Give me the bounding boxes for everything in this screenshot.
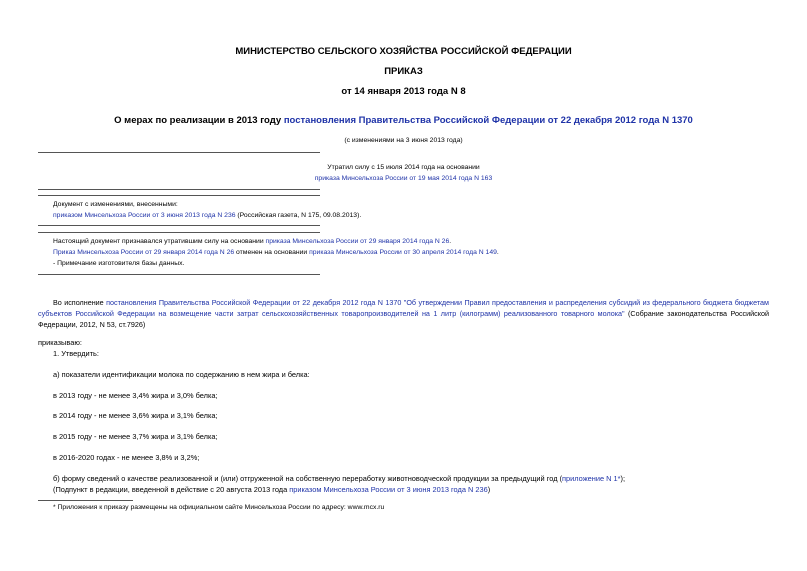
order-236-link[interactable]: приказом Минсельхоза России от 3 июня 2013 года N 236 (289, 485, 488, 494)
lost-force-link[interactable]: приказа Минсельхоза России от 19 мая 2014 года N 163 (314, 175, 493, 182)
recognition-line-1 (53, 238, 451, 245)
db-note: - Примечание изготовителя базы данных. (53, 260, 185, 267)
preamble-paragraph (38, 297, 769, 330)
recognition-line-2 (53, 249, 499, 256)
amend-note: (с изменениями на 3 июня 2013 года) (344, 137, 463, 144)
divider (38, 232, 320, 233)
changes-line (53, 212, 361, 219)
appendix-1-link[interactable]: приложение N 1* (562, 474, 621, 483)
target-2014: в 2014 году - не менее 3,6% жира и 3,1% белка; (53, 411, 218, 420)
changes-intro: Документ с изменениями, внесенными: (53, 201, 178, 208)
target-2015: в 2015 году - не менее 3,7% жира и 3,1% белка; (53, 432, 218, 441)
recognition-link-26[interactable]: приказа Минсельхоза России от 29 января 2014 года N 26 (265, 238, 450, 245)
item-a: а) показатели идентификации молока по содержанию в нем жира и белка: (53, 370, 310, 379)
preamble-start: Во исполнение (53, 298, 107, 307)
divider (38, 274, 320, 275)
cancelled-order-link[interactable]: Приказ Минсельхоза России от 29 января 2014 года N 26 (53, 249, 235, 256)
item-b-amendment (53, 484, 490, 495)
resolution-1370-link[interactable]: постановления Правительства Российской Федерации от 22 декабря 2012 года N 1370 "Об утверждении Правил предоставления и распределения субсидий из федерального бюджета бюджетам субъектов Российской Федерации на возмещение части затрат сельскохозяйственных товаропроизводителей на 1 литр (килограмм) реализованного товарного молока" (38, 298, 769, 318)
item-b-text: б) форму сведений о качестве реализованной и (или) отгруженной на собственную переработку животноводческой продукции за предыдущий год ( (53, 474, 563, 483)
item-b (53, 473, 625, 484)
amendment-end: ) (487, 485, 491, 494)
divider (38, 152, 320, 153)
doc-date: от 14 января 2013 года N 8 (341, 86, 466, 97)
order-149-link[interactable]: приказа Минсельхоза России от 30 апреля 2014 года N 149 (309, 249, 497, 256)
footnote-divider (38, 500, 133, 501)
doc-title (0, 115, 807, 126)
amendment-text: (Подпункт в редакции, введенной в действие с 20 августа 2013 года (53, 485, 290, 494)
divider (38, 189, 320, 190)
recognition-mid: отменен на основании (234, 249, 310, 256)
recognition-end: . (449, 238, 452, 245)
footnote: * Приложения к приказу размещены на официальном сайте Минсельхоза России по адресу: www.mcx.ru (53, 504, 385, 511)
divider (38, 225, 320, 226)
doc-type-heading: ПРИКАЗ (384, 66, 423, 77)
preamble-end: (Собрание законодательства Российской Федерации, 2012, N 53, ст.7926) (38, 309, 769, 329)
lost-force-text: Утратил силу с 15 июля 2014 года на основании (327, 164, 480, 171)
target-2016-2020: в 2016-2020 годах - не менее 3,8% и 3,2%; (53, 453, 200, 462)
item-b-end: ); (620, 474, 626, 483)
target-2013: в 2013 году - не менее 3,4% жира и 3,0% белка; (53, 391, 218, 400)
doc-title-text: О мерах по реализации в 2013 году (114, 115, 284, 126)
changes-tail: (Российская газета, N 175, 09.08.2013). (235, 212, 362, 219)
changes-link[interactable]: приказом Минсельхоза России от 3 июня 2013 года N 236 (53, 212, 236, 219)
item-1: 1. Утвердить: (53, 349, 99, 358)
doc-title-link[interactable]: постановления Правительства Российской Федерации от 22 декабря 2012 года N 1370 (283, 115, 693, 126)
order-word: приказываю: (38, 338, 82, 347)
divider (38, 195, 320, 196)
recognition-end-2: . (496, 249, 499, 256)
ministry-heading: МИНИСТЕРСТВО СЕЛЬСКОГО ХОЗЯЙСТВА РОССИЙСКОЙ ФЕДЕРАЦИИ (235, 46, 572, 57)
recognition-text: Настоящий документ признавался утратившим силу на основании (53, 238, 266, 245)
